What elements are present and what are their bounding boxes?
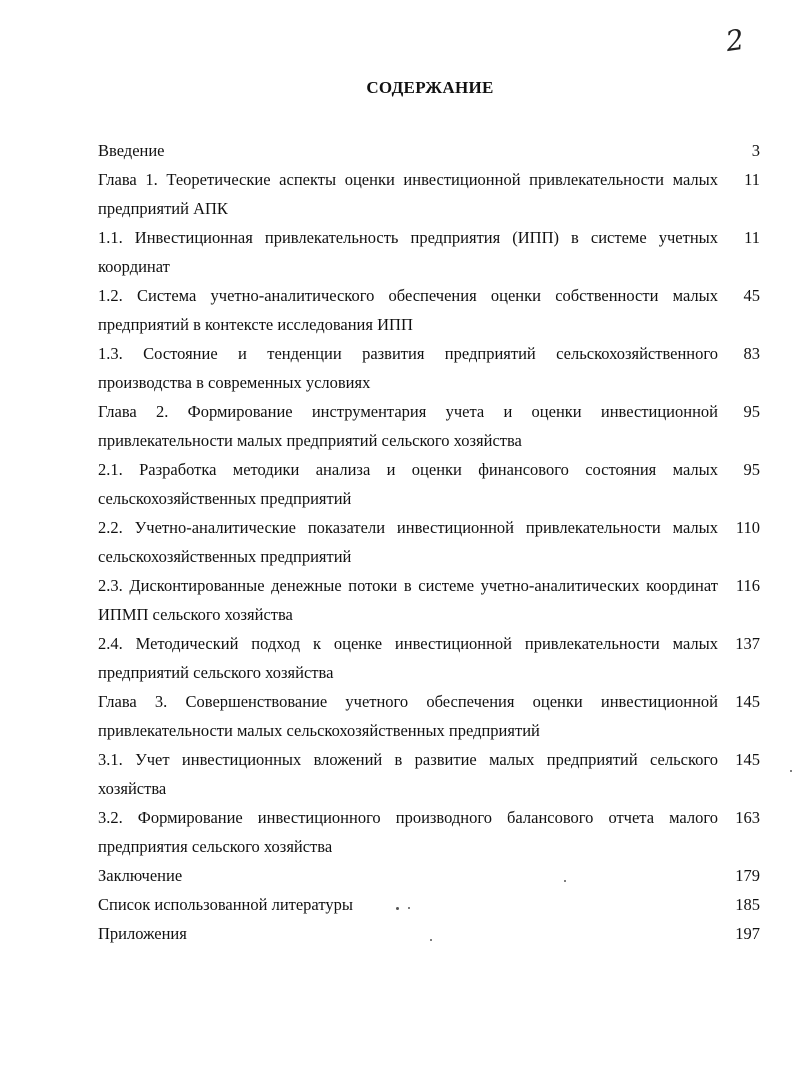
toc-entry-chapter-3 bbox=[98, 687, 760, 745]
toc-entry-text: Список использованной литературы bbox=[98, 895, 353, 914]
toc-entry-text: 2.1. Разработка методики анализа и оценки финансового состояния малых сельскохозяйственных предприятий bbox=[98, 460, 718, 508]
toc-entry-section-3-2 bbox=[98, 803, 760, 861]
toc-entry-text: 1.1. Инвестиционная привлекательность предприятия (ИПП) в системе учетных координат bbox=[98, 228, 718, 276]
toc-entry-text: Глава 1. Теоретические аспекты оценки инвестиционной привлекательности малых предприятий АПК bbox=[98, 170, 718, 218]
toc-entry-page: 116 bbox=[735, 576, 760, 595]
scan-speck bbox=[396, 907, 399, 910]
toc-entry-page: 83 bbox=[743, 344, 760, 363]
toc-entry-page: 11 bbox=[744, 170, 760, 189]
toc-entry-page: 95 bbox=[743, 402, 760, 421]
toc-entry-page: 110 bbox=[735, 518, 760, 537]
toc-entry-references bbox=[98, 890, 760, 919]
toc-entry-section-1-2 bbox=[98, 281, 760, 339]
toc-entry-text: Глава 3. Совершенствование учетного обеспечения оценки инвестиционной привлекательности малых сельскохозяйственных предприятий bbox=[98, 692, 718, 740]
toc-entry-text: 2.4. Методический подход к оценке инвестиционной привлекательности малых предприятий сельского хозяйства bbox=[98, 634, 718, 682]
handwritten-page-number: 2 bbox=[723, 22, 747, 59]
toc-entry-text: 2.2. Учетно-аналитические показатели инвестиционной привлекательности малых сельскохозяйственных предприятий bbox=[98, 518, 718, 566]
toc-entry-page: 197 bbox=[735, 924, 760, 943]
toc-entry-text: 3.2. Формирование инвестиционного производного балансового отчета малого предприятия сельского хозяйства bbox=[98, 808, 718, 856]
scan-speck bbox=[408, 907, 410, 909]
toc-entry-conclusion bbox=[98, 861, 760, 890]
toc-entry-introduction bbox=[98, 136, 760, 165]
toc-entry-text: 1.3. Состояние и тенденции развития предприятий сельскохозяйственного производства в современных условиях bbox=[98, 344, 718, 392]
toc-entry-page: 179 bbox=[735, 866, 760, 885]
toc-entry-text: Глава 2. Формирование инструментария учета и оценки инвестиционной привлекательности малых предприятий сельского хозяйства bbox=[98, 402, 718, 450]
toc-entry-text: Заключение bbox=[98, 866, 183, 885]
toc-entry-chapter-1 bbox=[98, 165, 760, 223]
scan-speck bbox=[430, 939, 432, 941]
toc-entry-section-1-1 bbox=[98, 223, 760, 281]
toc-entry-page: 45 bbox=[743, 286, 760, 305]
toc-entry-appendices bbox=[98, 919, 760, 948]
toc-entry-section-2-4 bbox=[98, 629, 760, 687]
toc-entry-page: 163 bbox=[735, 808, 760, 827]
toc-entry-page: 11 bbox=[744, 228, 760, 247]
scan-speck bbox=[790, 770, 792, 772]
toc-entry-section-2-2 bbox=[98, 513, 760, 571]
toc-entry-page: 137 bbox=[735, 634, 760, 653]
toc-entry-text: 3.1. Учет инвестиционных вложений в развитие малых предприятий сельского хозяйства bbox=[98, 750, 718, 798]
toc-entry-section-2-3 bbox=[98, 571, 760, 629]
toc-entry-text: 1.2. Система учетно-аналитического обеспечения оценки собственности малых предприятий в контексте исследования ИПП bbox=[98, 286, 718, 334]
toc-entry-chapter-2 bbox=[98, 397, 760, 455]
page-title: СОДЕРЖАНИЕ bbox=[366, 78, 494, 97]
scan-speck bbox=[564, 880, 566, 882]
toc-entry-text: 2.3. Дисконтированные денежные потоки в системе учетно-аналитических координат ИПМП сельского хозяйства bbox=[98, 576, 718, 624]
table-of-contents bbox=[98, 136, 760, 948]
toc-entry-page: 3 bbox=[751, 141, 760, 160]
toc-entry-page: 145 bbox=[735, 692, 760, 711]
toc-entry-page: 145 bbox=[735, 750, 760, 769]
toc-entry-section-3-1 bbox=[98, 745, 760, 803]
toc-entry-page: 185 bbox=[735, 895, 760, 914]
toc-entry-section-2-1 bbox=[98, 455, 760, 513]
toc-entry-section-1-3 bbox=[98, 339, 760, 397]
toc-entry-text: Введение bbox=[98, 141, 165, 160]
toc-entry-page: 95 bbox=[743, 460, 760, 479]
toc-entry-text: Приложения bbox=[98, 924, 187, 943]
